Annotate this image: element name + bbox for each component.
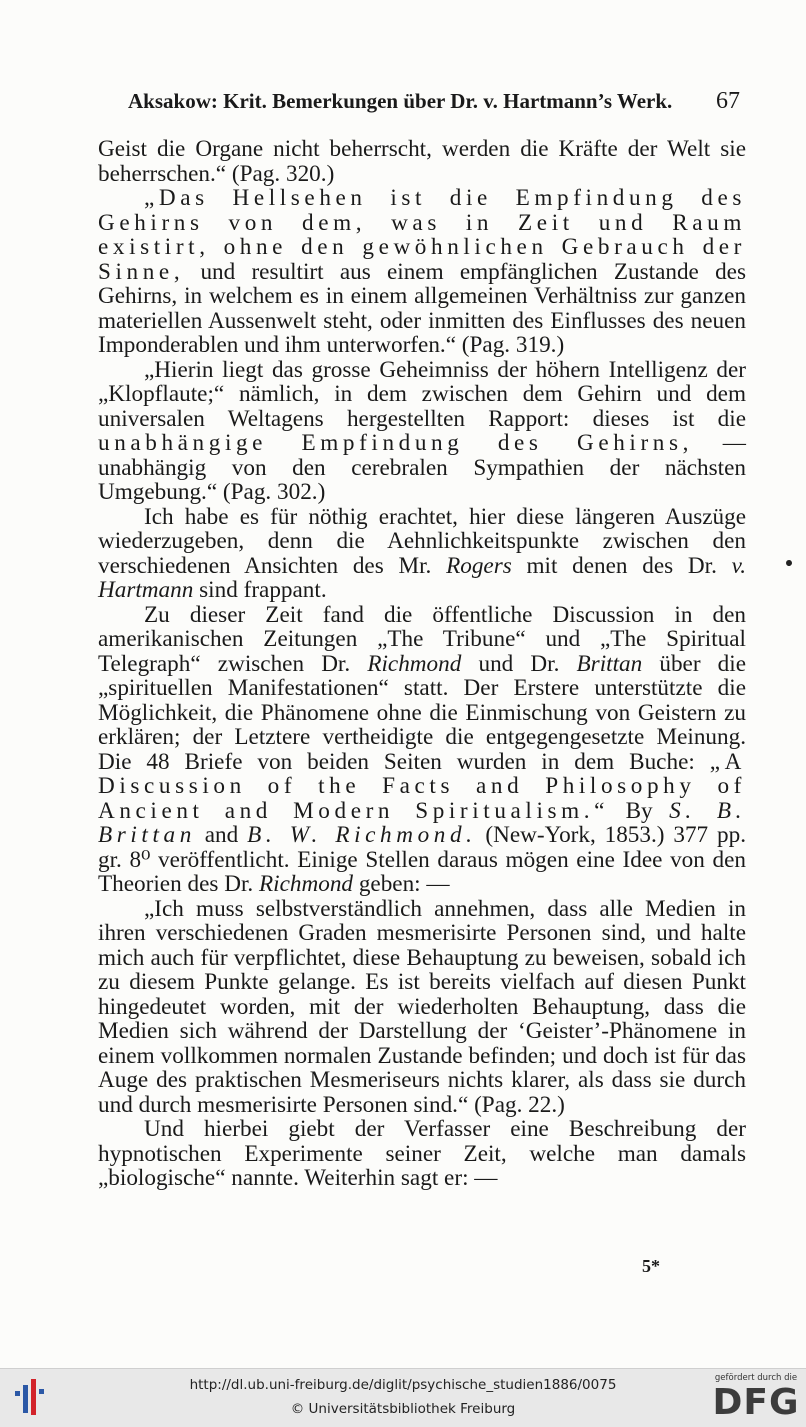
paragraph-5: [98, 603, 746, 897]
source-url-link[interactable]: http://dl.ub.uni-freiburg.de/diglit/psychische_studien1886/0075: [189, 1377, 617, 1393]
paragraph-2-spaced: „Das Hellsehen ist die Empfindung des Gehirns von dem, was in Zeit und Raum existirt, ohne den gewöhnlichen Gebrauch der Sinne,: [98, 185, 746, 285]
paragraph-5-by: By: [609, 797, 670, 824]
paragraph-5-text-b: und Dr.: [461, 650, 577, 677]
dfg-caption: gefördert durch die: [714, 1373, 798, 1383]
paragraph-2-text: und resultirt aus einem empfänglichen Zustande des Gehirns, in welchem es in einem allgemeinen Verhältniss zur ganzen materiellen Aussenwelt steht, oder inmitten des Einflusses des neuen Imponderablen und ihm unterworfen.“ (Pag. 319.): [98, 258, 746, 358]
paragraph-6-text: „Ich muss selbstverständlich annehmen, dass alle Medien in ihren verschiedenen Graden mesmerisirte Personen sind, und halte mich auch für verpflichtet, diese Behauptung zu beweisen, sobald ich zu diesem Punkte gelange. Es ist bereits vielfach auf diesen Punkt hingedeutet worden, mit der wiederholten Behauptung, dass die Medien sich während der Darstellung der ‘Geister’-Phänomene in einem vollkommen normalen Zustande befinden; und doch ist für das Auge des praktischen Mesmeriseurs nichts klarer, als dass sie durch und durch mesmerisirte Personen sind.“ (Pag. 22.): [98, 895, 746, 1118]
paragraph-3: [98, 358, 746, 505]
name-richmond-2: Richmond: [258, 871, 354, 897]
author-brittan: S. B. Brittan: [98, 797, 746, 848]
ink-mark: [785, 559, 793, 567]
paragraph-4-text-a: Ich habe es für nöthig erachtet, hier diese längeren Auszüge wiederzugeben, denn die Aehnlichkeitspunkte zwischen den verschiedenen Ansichten des Mr.: [98, 503, 746, 579]
name-brittan: Brittan: [576, 650, 643, 677]
paragraph-1: [98, 137, 746, 186]
signature-mark: 5*: [642, 1256, 660, 1276]
paragraph-1-text: Geist die Organe nicht beherrscht, werden die Kräfte der Welt sie beherrschen.“ (Pag. 320.): [98, 136, 746, 187]
paragraph-5-text-c: über die „spirituellen Manifestationen“ statt. Der Erstere unterstützte die Möglichkeit, die Phänomene ohne die Einmischung von Geistern zu erklären; der Letztere vertheidigte die entgegengesetzte Meinung. Die 48 Briefe von beiden Seiten wurden in dem Buche:: [98, 650, 747, 775]
paragraph-5-text-e: geben: —: [353, 871, 450, 897]
paragraph-7: [98, 1117, 746, 1191]
page-number: 67: [716, 88, 740, 114]
paragraph-3-text-a: „Hierin liegt das grosse Geheimniss der höhern Intelligenz der „Klopflaute;“ nämlich, in dem zwischen dem Gehirn und dem universalen Weltagens hergestellten Rapport: dieses ist die: [98, 356, 746, 432]
dfg-logo-text: DFG: [712, 1382, 800, 1423]
running-title: Aksakow: Krit. Bemerkungen über Dr. v. Hartmann’s Werk.: [128, 89, 673, 113]
name-hartmann: v. Hartmann: [98, 552, 746, 603]
body-text: [98, 137, 746, 1191]
paragraph-4-text-c: sind frappant.: [193, 577, 327, 603]
paragraph-4: [98, 505, 746, 603]
copyright-notice: © Universitätsbibliothek Freiburg: [290, 1401, 516, 1417]
paragraph-6-quote: [98, 897, 746, 1118]
paragraph-2: [98, 186, 746, 358]
paragraph-3-text-c: — unabhängig von den cerebralen Sympathien der nächsten Umgebung.“ (Pag. 302.): [98, 430, 746, 505]
viewer-footer: [0, 1368, 806, 1427]
name-rogers: Rogers: [446, 552, 512, 579]
paragraph-7-text: Und hierbei giebt der Verfasser eine Beschreibung der hypnotischen Experimente seiner Zeit, welche man damals „biologische“ nannte. Weiterhin sagt er: —: [98, 1116, 746, 1191]
paragraph-5-text-d: (New-York, 1853.) 377 pp. gr. 8⁰ veröffentlicht. Einige Stellen daraus mögen eine Idee von den Theorien des Dr.: [98, 822, 746, 897]
author-richmond: B. W. Richmond.: [247, 822, 477, 848]
book-title: „A Discussion of the Facts and Philosophy of Ancient and Modern Spiritualism.“: [98, 748, 746, 824]
paragraph-4-text-b: mit denen des Dr.: [511, 552, 732, 579]
paragraph-5-text-a: Zu dieser Zeit fand die öffentliche Discussion in den amerikanischen Zeitungen „The Tribune“ und „The Spiritual Telegraph“ zwischen Dr.: [98, 601, 746, 677]
paragraph-3-spaced: unabhängige Empfindung des Gehirns,: [98, 430, 693, 456]
name-richmond: Richmond: [367, 650, 462, 677]
paragraph-5-and: and: [195, 822, 248, 848]
running-header: [128, 88, 740, 115]
dfg-logo: [712, 1373, 800, 1425]
